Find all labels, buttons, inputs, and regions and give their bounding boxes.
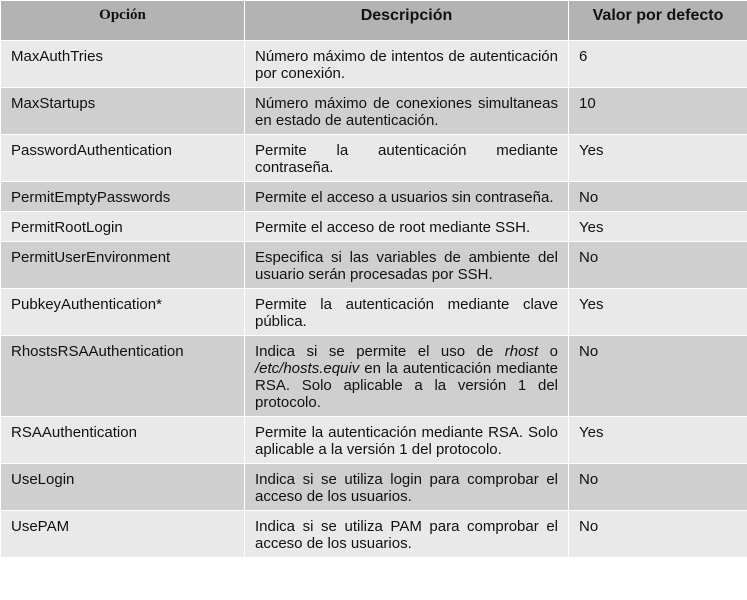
option-cell: RhostsRSAAuthentication xyxy=(1,336,245,417)
header-default-value: Valor por defecto xyxy=(569,1,747,41)
option-cell: PasswordAuthentication xyxy=(1,135,245,182)
header-description: Descripción xyxy=(245,1,569,41)
table-row xyxy=(1,182,747,212)
description-cell xyxy=(245,336,569,417)
description-cell: Permite el acceso de root mediante SSH. xyxy=(245,212,569,242)
description-cell: Permite la autenticación mediante clave pública. xyxy=(245,289,569,336)
table-row xyxy=(1,289,747,336)
default-value-cell: Yes xyxy=(569,135,747,182)
default-value-cell: No xyxy=(569,511,747,558)
option-cell: UsePAM xyxy=(1,511,245,558)
option-cell: PermitRootLogin xyxy=(1,212,245,242)
table-row xyxy=(1,88,747,135)
table-row xyxy=(1,212,747,242)
default-value-cell: No xyxy=(569,182,747,212)
table-row xyxy=(1,464,747,511)
description-text: o xyxy=(538,343,559,360)
option-cell: PubkeyAuthentication* xyxy=(1,289,245,336)
header-option: Opción xyxy=(1,1,245,41)
description-cell: Permite la autenticación mediante contraseña. xyxy=(245,135,569,182)
option-cell: PermitEmptyPasswords xyxy=(1,182,245,212)
description-cell: Número máximo de intentos de autenticación por conexión. xyxy=(245,41,569,88)
option-cell: MaxStartups xyxy=(1,88,245,135)
default-value-cell: Yes xyxy=(569,289,747,336)
table-row xyxy=(1,242,747,289)
default-value-cell: Yes xyxy=(569,417,747,464)
default-value-cell: Yes xyxy=(569,212,747,242)
description-cell: Permite el acceso a usuarios sin contraseña. xyxy=(245,182,569,212)
description-cell: Permite la autenticación mediante RSA. Solo aplicable a la versión 1 del protocolo. xyxy=(245,417,569,464)
default-value-cell: No xyxy=(569,464,747,511)
table-row xyxy=(1,336,747,417)
table-row xyxy=(1,135,747,182)
option-cell: MaxAuthTries xyxy=(1,41,245,88)
description-cell: Número máximo de conexiones simultaneas en estado de autenticación. xyxy=(245,88,569,135)
default-value-cell: 10 xyxy=(569,88,747,135)
default-value-cell: No xyxy=(569,242,747,289)
default-value-cell: No xyxy=(569,336,747,417)
description-text: Indica si se permite el uso de xyxy=(255,343,505,360)
default-value-cell: 6 xyxy=(569,41,747,88)
table-row xyxy=(1,417,747,464)
table-header-row xyxy=(1,1,747,41)
option-cell: RSAAuthentication xyxy=(1,417,245,464)
description-italic-term: /etc/hosts.equiv xyxy=(255,360,360,377)
option-cell: PermitUserEnvironment xyxy=(1,242,245,289)
description-cell: Indica si se utiliza PAM para comprobar el acceso de los usuarios. xyxy=(245,511,569,558)
table-row xyxy=(1,41,747,88)
option-cell: UseLogin xyxy=(1,464,245,511)
table-row xyxy=(1,511,747,558)
description-cell: Especifica si las variables de ambiente del usuario serán procesadas por SSH. xyxy=(245,242,569,289)
description-italic-term: rhost xyxy=(504,343,539,360)
description-cell: Indica si se utiliza login para comprobar el acceso de los usuarios. xyxy=(245,464,569,511)
description-text: en la autenticación mediante RSA. Solo aplicable a la versión 1 del protocolo. xyxy=(255,360,558,411)
